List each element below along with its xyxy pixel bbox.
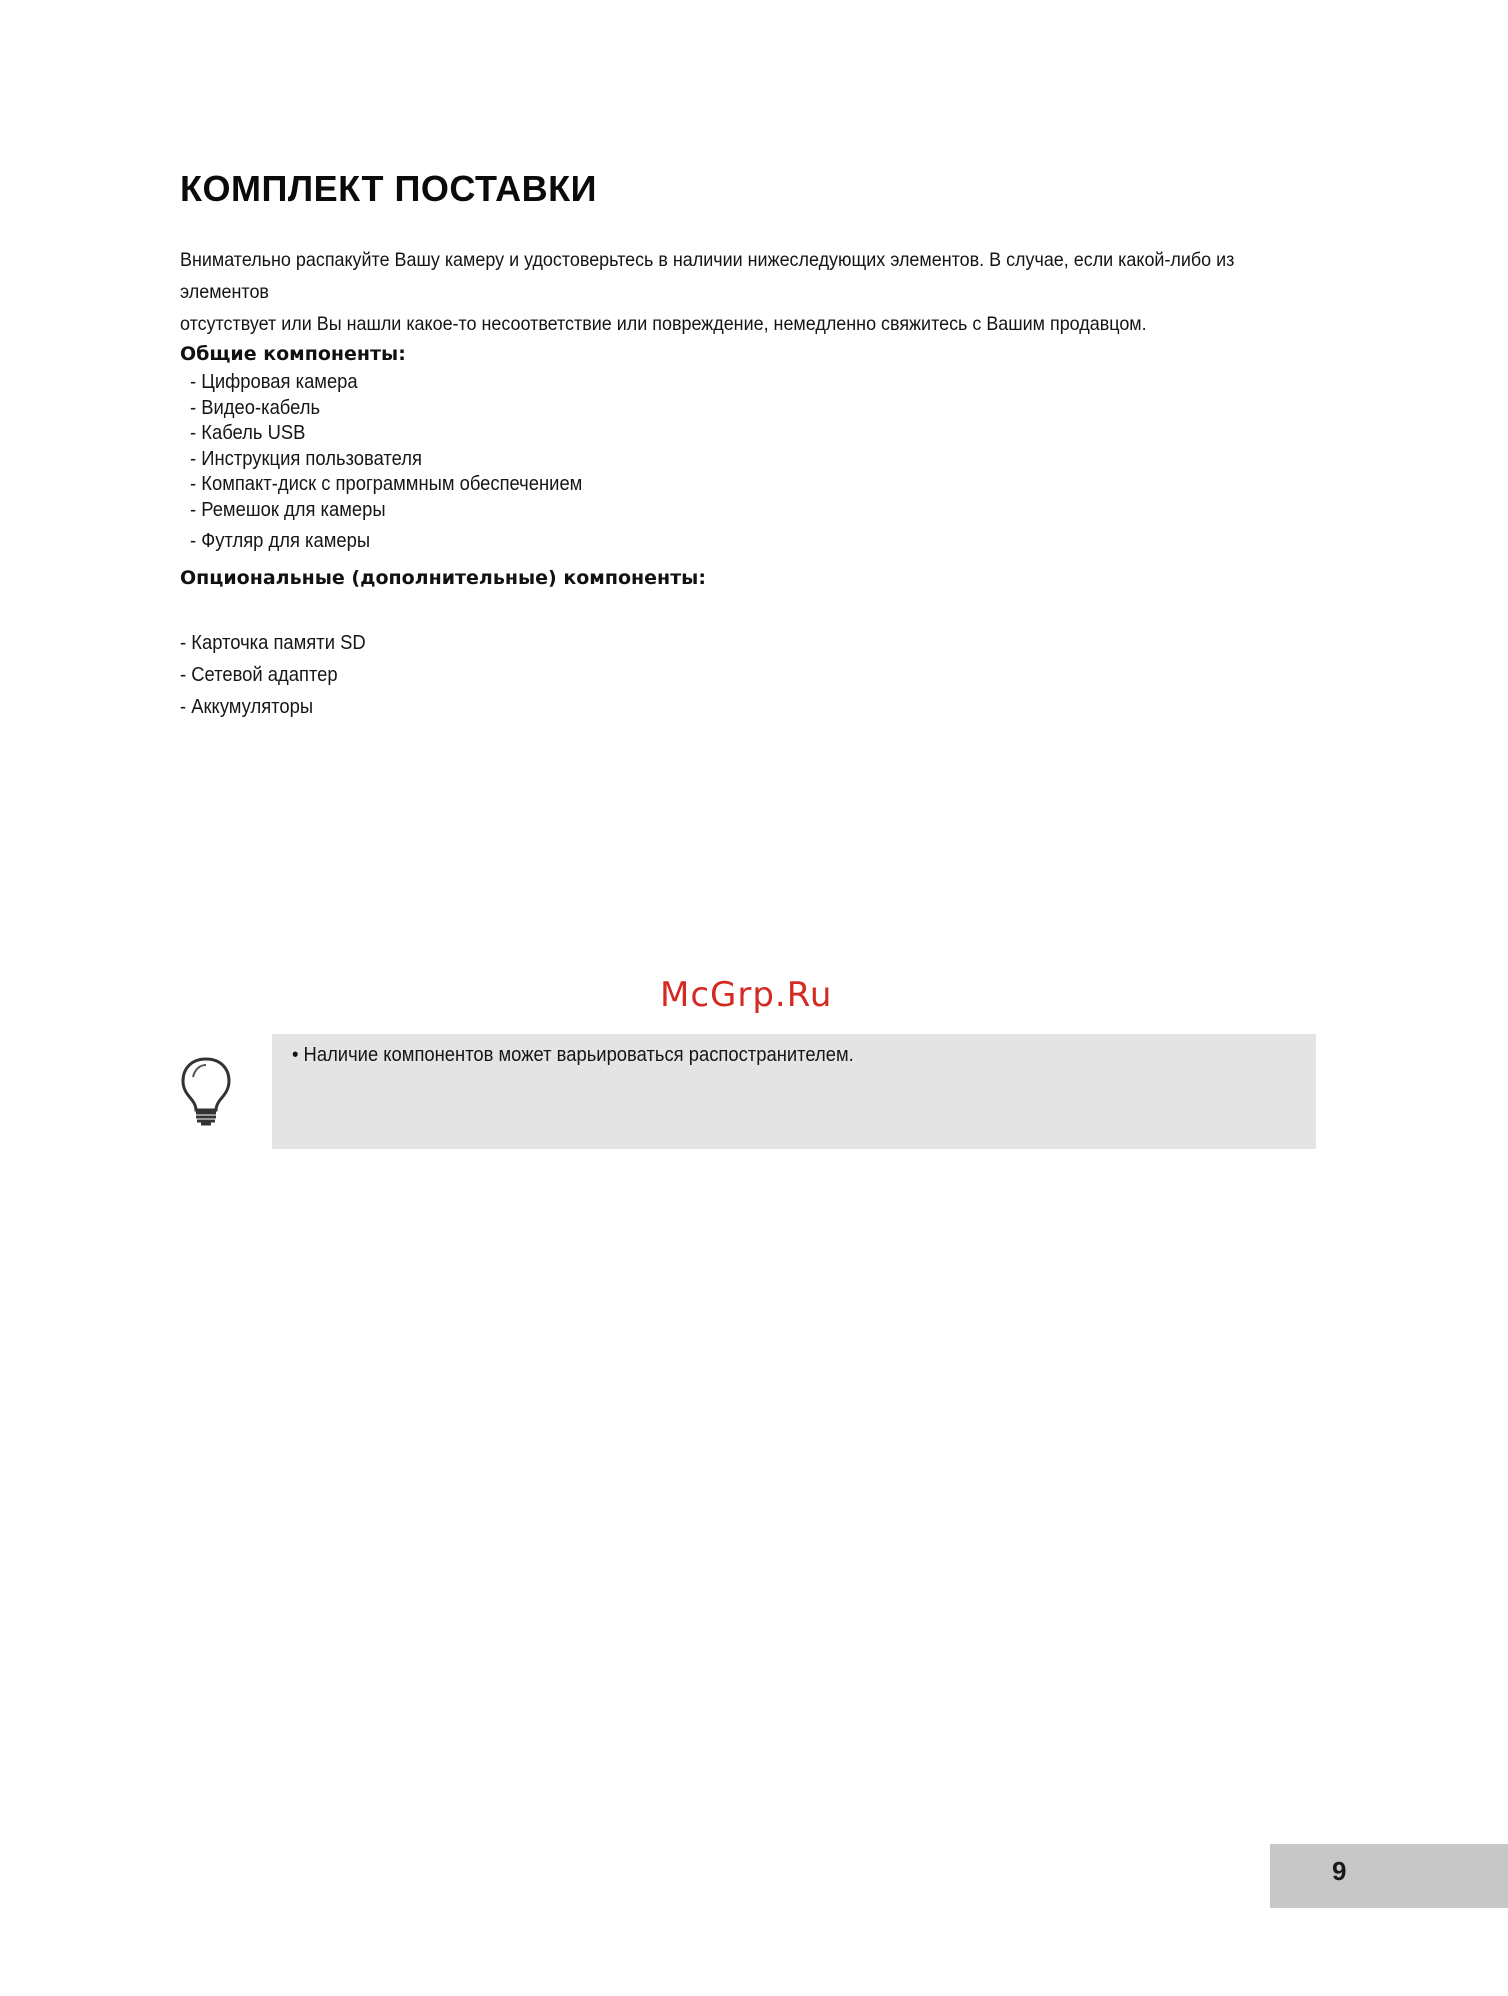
list-item: - Компакт-диск с программным обеспечением	[190, 473, 583, 495]
list-item: - Аккумуляторы	[180, 696, 314, 718]
list-item: - Видео-кабель	[190, 396, 321, 419]
page-title: КОМПЛЕКТ ПОСТАВКИ	[180, 168, 598, 209]
common-components-heading: Общие компоненты:	[180, 343, 406, 365]
common-components-list	[190, 370, 582, 554]
page-number-tab	[1270, 1844, 1508, 1908]
list-item: - Цифровая камера	[190, 371, 358, 393]
list-item: - Кабель USB	[190, 422, 306, 444]
intro-paragraph	[180, 244, 1266, 340]
list-item: - Футляр для камеры	[190, 529, 371, 552]
lightbulb-icon	[178, 1055, 234, 1127]
optional-components-list	[180, 627, 366, 723]
page-number: 9	[1332, 1856, 1347, 1886]
watermark: McGrp.Ru	[660, 975, 833, 1015]
list-item: - Ремешок для камеры	[190, 498, 386, 521]
list-item: - Инструкция пользователя	[190, 447, 422, 470]
note-text: • Наличие компонентов может варьироваться распостранителем.	[292, 1044, 854, 1066]
intro-line: отсутствует или Вы нашли какое-то несоответствие или повреждение, немедленно свяжитесь с Вашим продавцом.	[180, 313, 1147, 335]
intro-line: Внимательно распакуйте Вашу камеру и удостоверьтесь в наличии нижеследующих элементов. В случае, если какой-либо из элементов	[180, 249, 1235, 303]
list-item: - Карточка памяти SD	[180, 632, 366, 654]
optional-components-heading: Опциональные (дополнительные) компоненты:	[180, 567, 706, 589]
note-box	[272, 1034, 1316, 1149]
list-item: - Сетевой адаптер	[180, 664, 338, 686]
